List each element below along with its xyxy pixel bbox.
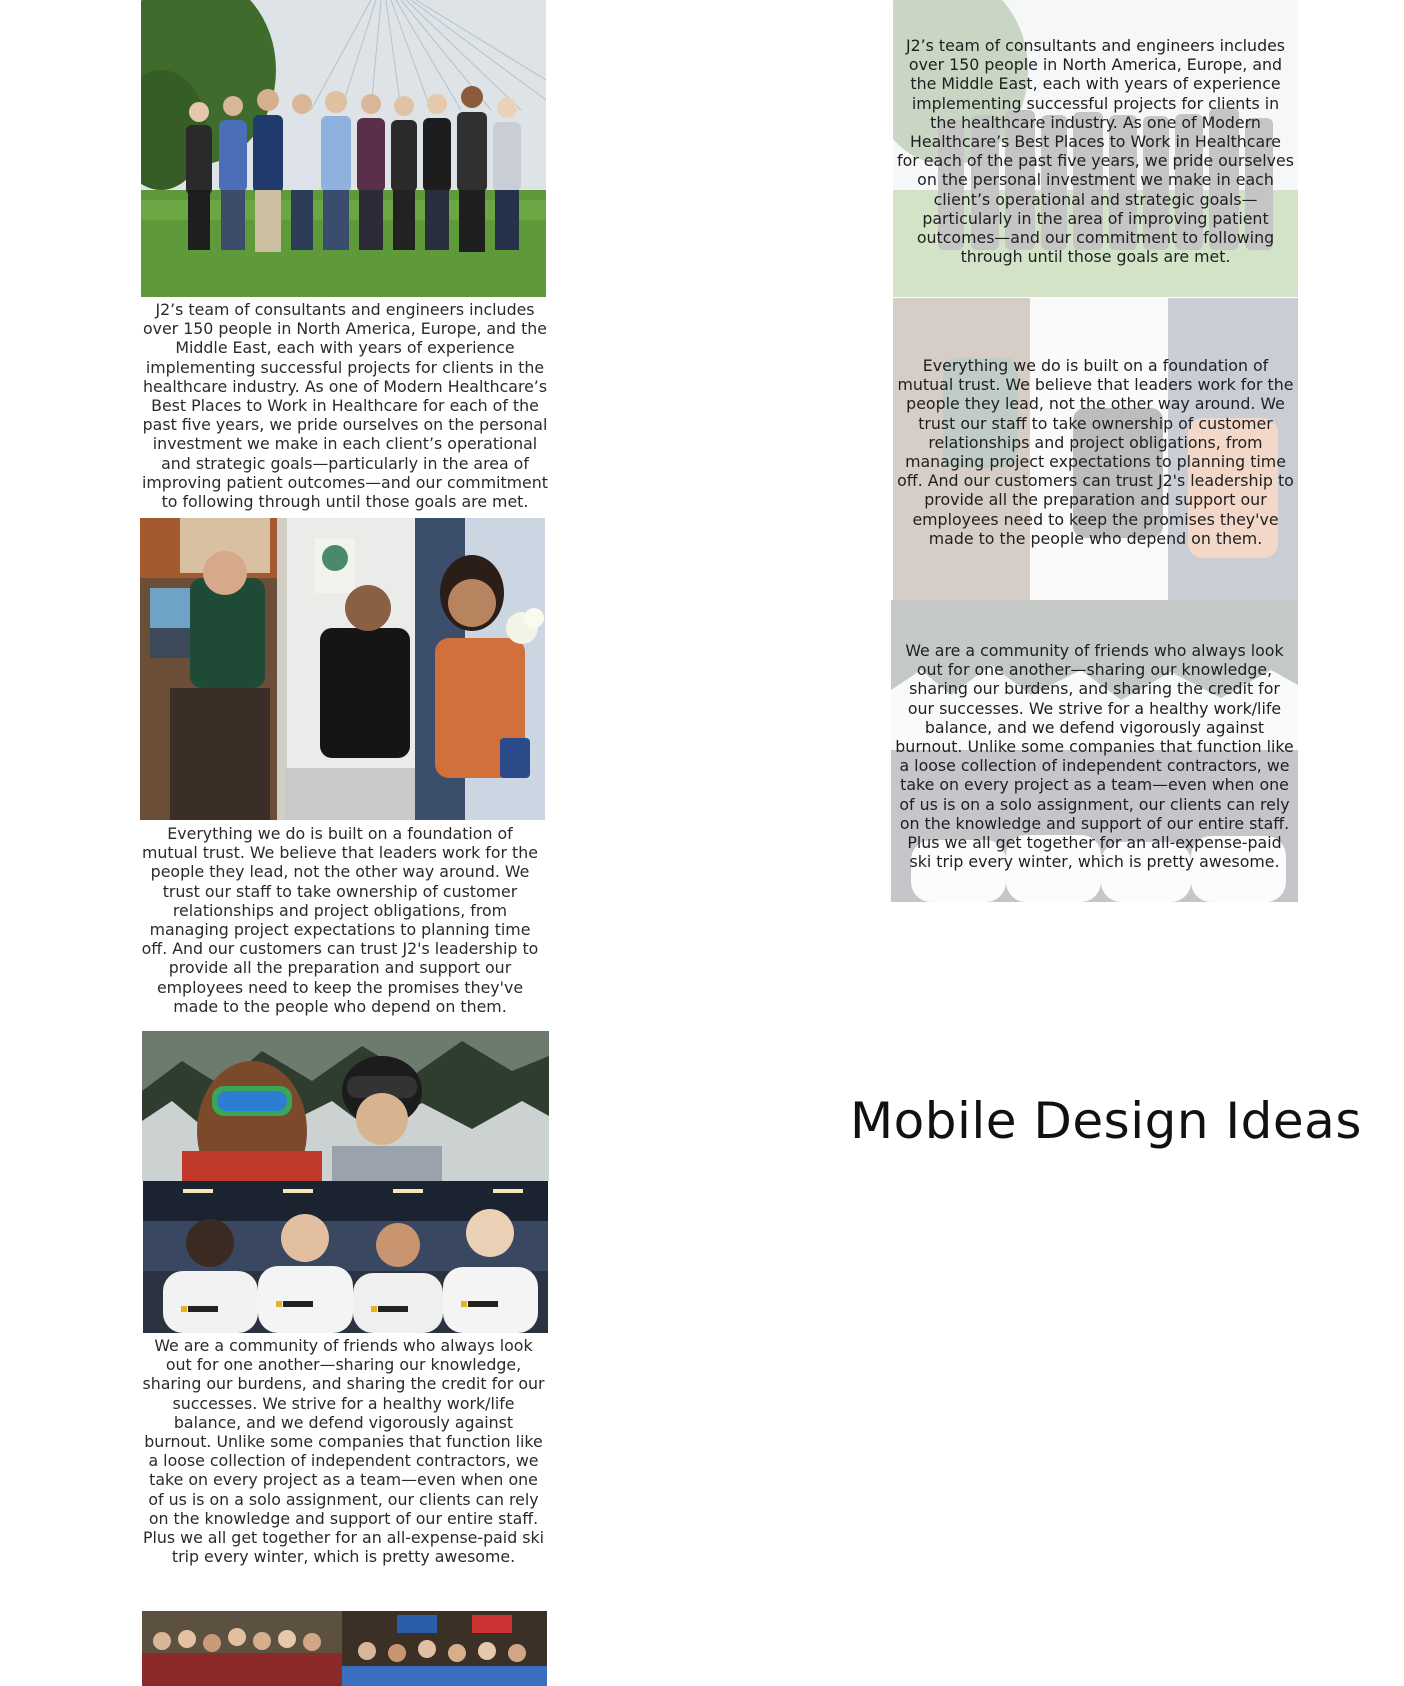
team-photo [141, 0, 546, 297]
overlay-trust-block [893, 298, 1298, 600]
j2-shirts-photo [143, 1181, 548, 1333]
company-event-photo [142, 1611, 547, 1686]
page-heading: Mobile Design Ideas [850, 1092, 1362, 1150]
overlay-intro-block [893, 0, 1298, 297]
trust-caption: Everything we do is built on a foundation of mutual trust. We believe that leaders work for the people they lead, not the other way around. We trust our staff to take ownership of customer relationships and project obligations, from managing project expectations to planning time off. And our customers can trust J2's leadership to provide all the preparation and support our employees need to keep the promises they've made to the people who depend on them. [141, 824, 539, 1016]
ski-trip-photo [142, 1031, 549, 1181]
overlay-community-caption: We are a community of friends who always look out for one another—sharing our knowledge, sharing our burdens, and sharing the credit for our successes. We strive for a healthy work/life balance, and we defend vigorously against burnout. Unlike some companies that function like a loose collection of independent contractors, we take on every project as a team—even when one of us is on a solo assignment, our clients can rely on the knowledge and support of our entire staff. Plus we all get together for an all-expense-paid ski trip every winter, which is pretty awesome. [895, 641, 1294, 872]
staff-collage-photo [140, 518, 545, 820]
overlay-community-block [891, 600, 1298, 902]
overlay-intro-caption: J2’s team of consultants and engineers includes over 150 people in North America, Europe, and the Middle East, each with years of experience implementing successful projects for clients in the healthcare industry. As one of Modern Healthcare’s Best Places to Work in Healthcare for each of the past five years, we pride ourselves on the personal investment we make in each client’s operational and strategic goals—particularly in the area of improving patient outcomes—and our commitment to following through until those goals are met. [897, 36, 1294, 267]
community-caption: We are a community of friends who always look out for one another—sharing our knowledge, sharing our burdens, and sharing the credit for our successes. We strive for a healthy work/life balance, and we defend vigorously against burnout. Unlike some companies that function like a loose collection of independent contractors, we take on every project as a team—even when one of us is on a solo assignment, our clients can rely on the knowledge and support of our entire staff. Plus we all get together for an all-expense-paid ski trip every winter, which is pretty awesome. [142, 1336, 545, 1567]
intro-caption: J2’s team of consultants and engineers includes over 150 people in North America, Europe, and the Middle East, each with years of experience implementing successful projects for clients in the healthcare industry. As one of Modern Healthcare’s Best Places to Work in Healthcare for each of the past five years, we pride ourselves on the personal investment we make in each client’s operational and strategic goals—particularly in the area of improving patient outcomes—and our commitment to following through until those goals are met. [142, 300, 548, 512]
overlay-trust-caption: Everything we do is built on a foundation of mutual trust. We believe that leaders work for the people they lead, not the other way around. We trust our staff to take ownership of customer relationships and project obligations, from managing project expectations to planning time off. And our customers can trust J2's leadership to provide all the preparation and support our employees need to keep the promises they've made to the people who depend on them. [897, 356, 1294, 548]
